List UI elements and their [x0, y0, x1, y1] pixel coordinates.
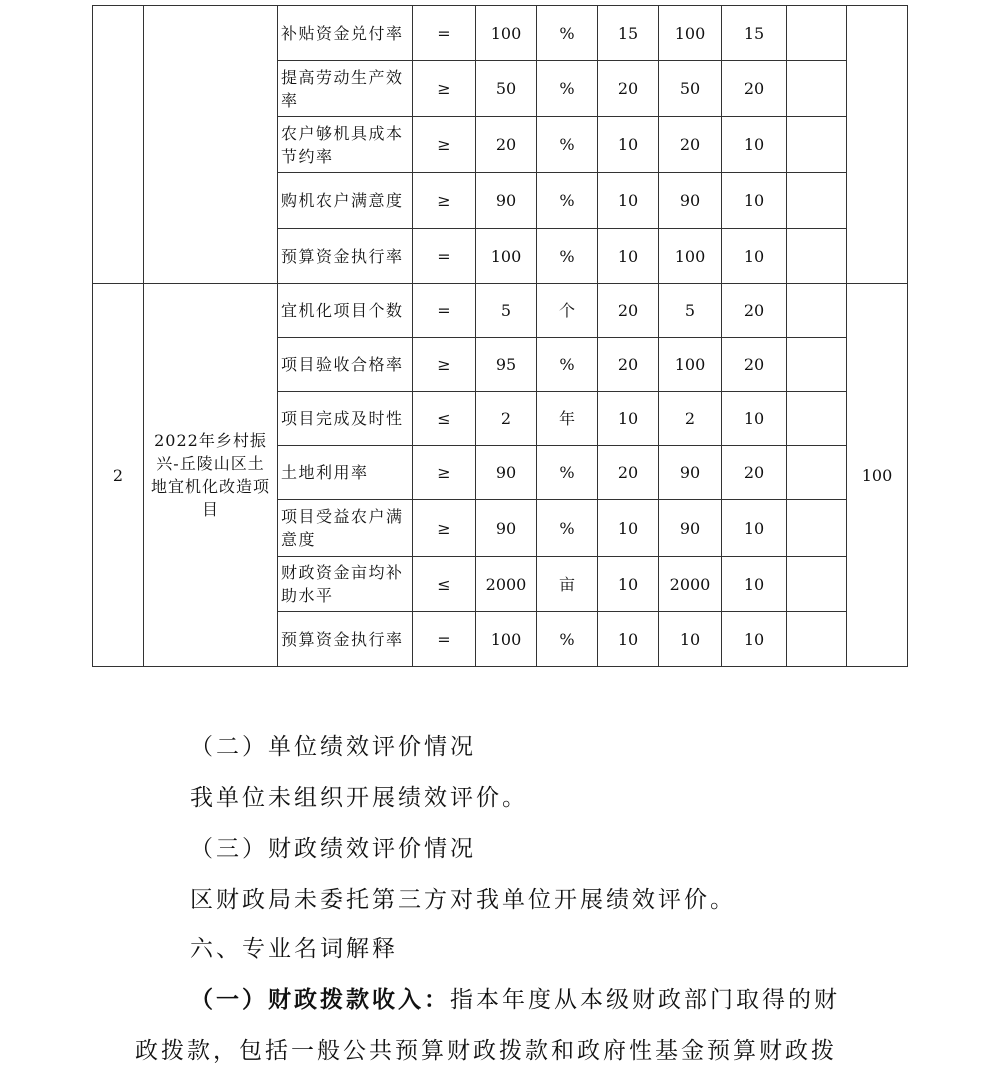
actual-cell: 90	[659, 173, 722, 229]
heading-finance-evaluation: （三）财政绩效评价情况	[190, 836, 476, 862]
table-row	[93, 6, 908, 61]
indicator-cell: 预算资金执行率	[278, 229, 413, 284]
indicator-cell: 购机农户满意度	[278, 173, 413, 229]
target-cell: 95	[476, 338, 537, 392]
term1-def-start: 指本年度从本级财政部门取得的财	[450, 987, 840, 1013]
blank-cell	[787, 500, 847, 557]
op-cell: =	[413, 6, 476, 61]
unit-cell: %	[537, 229, 598, 284]
unit-cell: 亩	[537, 557, 598, 612]
target-cell: 5	[476, 284, 537, 338]
weight-cell: 20	[598, 284, 659, 338]
indicator-cell: 补贴资金兑付率	[278, 6, 413, 61]
table-row	[93, 284, 908, 338]
score-cell: 10	[722, 117, 787, 173]
actual-cell: 50	[659, 61, 722, 117]
indicator-cell: 土地利用率	[278, 446, 413, 500]
score-cell: 10	[722, 500, 787, 557]
project-name-cell: 2022年乡村振兴-丘陵山区土地宜机化改造项目	[144, 284, 278, 667]
blank-cell	[787, 338, 847, 392]
score-cell: 20	[722, 61, 787, 117]
unit-cell: %	[537, 6, 598, 61]
target-cell: 100	[476, 612, 537, 667]
op-cell: =	[413, 229, 476, 284]
blank-cell	[787, 612, 847, 667]
weight-cell: 10	[598, 117, 659, 173]
indicator-cell: 项目验收合格率	[278, 338, 413, 392]
indicator-cell: 项目完成及时性	[278, 392, 413, 446]
op-cell: =	[413, 284, 476, 338]
weight-cell: 20	[598, 338, 659, 392]
indicator-cell: 宜机化项目个数	[278, 284, 413, 338]
project-cell	[144, 6, 278, 284]
blank-cell	[787, 173, 847, 229]
blank-cell	[787, 392, 847, 446]
op-cell: ≥	[413, 173, 476, 229]
op-cell: ≥	[413, 338, 476, 392]
unit-cell: %	[537, 173, 598, 229]
weight-cell: 10	[598, 392, 659, 446]
blank-cell	[787, 284, 847, 338]
actual-cell: 100	[659, 338, 722, 392]
indicator-cell: 项目受益农户满意度	[278, 500, 413, 557]
blank-cell	[787, 557, 847, 612]
score-cell: 10	[722, 392, 787, 446]
indicator-cell: 提高劳动生产效率	[278, 61, 413, 117]
indicator-cell: 预算资金执行率	[278, 612, 413, 667]
unit-cell: %	[537, 446, 598, 500]
score-cell: 10	[722, 612, 787, 667]
weight-cell: 20	[598, 61, 659, 117]
actual-cell: 90	[659, 446, 722, 500]
weight-cell: 10	[598, 557, 659, 612]
op-cell: ≥	[413, 61, 476, 117]
score-cell: 20	[722, 284, 787, 338]
unit-cell: %	[537, 117, 598, 173]
weight-cell: 10	[598, 612, 659, 667]
para-unit-evaluation: 我单位未组织开展绩效评价。	[190, 785, 528, 811]
actual-cell: 100	[659, 6, 722, 61]
actual-cell: 20	[659, 117, 722, 173]
score-cell: 15	[722, 6, 787, 61]
weight-cell: 15	[598, 6, 659, 61]
blank-cell	[787, 117, 847, 173]
weight-cell: 10	[598, 173, 659, 229]
indicator-cell: 财政资金亩均补助水平	[278, 557, 413, 612]
target-cell: 50	[476, 61, 537, 117]
target-cell: 90	[476, 500, 537, 557]
unit-cell: 年	[537, 392, 598, 446]
performance-indicator-table	[92, 5, 908, 667]
op-cell: ≤	[413, 392, 476, 446]
total-score-cell: 100	[847, 284, 908, 667]
actual-cell: 90	[659, 500, 722, 557]
unit-cell: %	[537, 61, 598, 117]
target-cell: 90	[476, 173, 537, 229]
blank-cell	[787, 229, 847, 284]
target-cell: 90	[476, 446, 537, 500]
target-cell: 2	[476, 392, 537, 446]
term1-line2: 政拨款，包括一般公共预算财政拨款和政府性基金预算财政拨	[135, 1038, 837, 1064]
unit-cell: %	[537, 338, 598, 392]
actual-cell: 10	[659, 612, 722, 667]
term1-label: （一）财政拨款收入：	[190, 986, 450, 1013]
actual-cell: 100	[659, 229, 722, 284]
weight-cell: 10	[598, 229, 659, 284]
actual-cell: 2	[659, 392, 722, 446]
op-cell: ≥	[413, 446, 476, 500]
blank-cell	[787, 61, 847, 117]
unit-cell: %	[537, 612, 598, 667]
target-cell: 2000	[476, 557, 537, 612]
total-cell	[847, 6, 908, 284]
target-cell: 100	[476, 6, 537, 61]
weight-cell: 10	[598, 500, 659, 557]
target-cell: 100	[476, 229, 537, 284]
actual-cell: 2000	[659, 557, 722, 612]
blank-cell	[787, 446, 847, 500]
heading-terms: 六、专业名词解释	[190, 936, 398, 962]
op-cell: ≥	[413, 500, 476, 557]
op-cell: =	[413, 612, 476, 667]
target-cell: 20	[476, 117, 537, 173]
blank-cell	[787, 6, 847, 61]
score-cell: 10	[722, 557, 787, 612]
score-cell: 10	[722, 229, 787, 284]
op-cell: ≤	[413, 557, 476, 612]
term1-line1	[190, 985, 840, 1015]
score-cell: 20	[722, 338, 787, 392]
heading-unit-evaluation: （二）单位绩效评价情况	[190, 734, 476, 760]
weight-cell: 20	[598, 446, 659, 500]
seq-cell: 2	[93, 284, 144, 667]
score-cell: 20	[722, 446, 787, 500]
unit-cell: %	[537, 500, 598, 557]
indicator-cell: 农户够机具成本节约率	[278, 117, 413, 173]
para-finance-evaluation: 区财政局未委托第三方对我单位开展绩效评价。	[190, 887, 736, 913]
actual-cell: 5	[659, 284, 722, 338]
seq-cell	[93, 6, 144, 284]
unit-cell: 个	[537, 284, 598, 338]
score-cell: 10	[722, 173, 787, 229]
op-cell: ≥	[413, 117, 476, 173]
